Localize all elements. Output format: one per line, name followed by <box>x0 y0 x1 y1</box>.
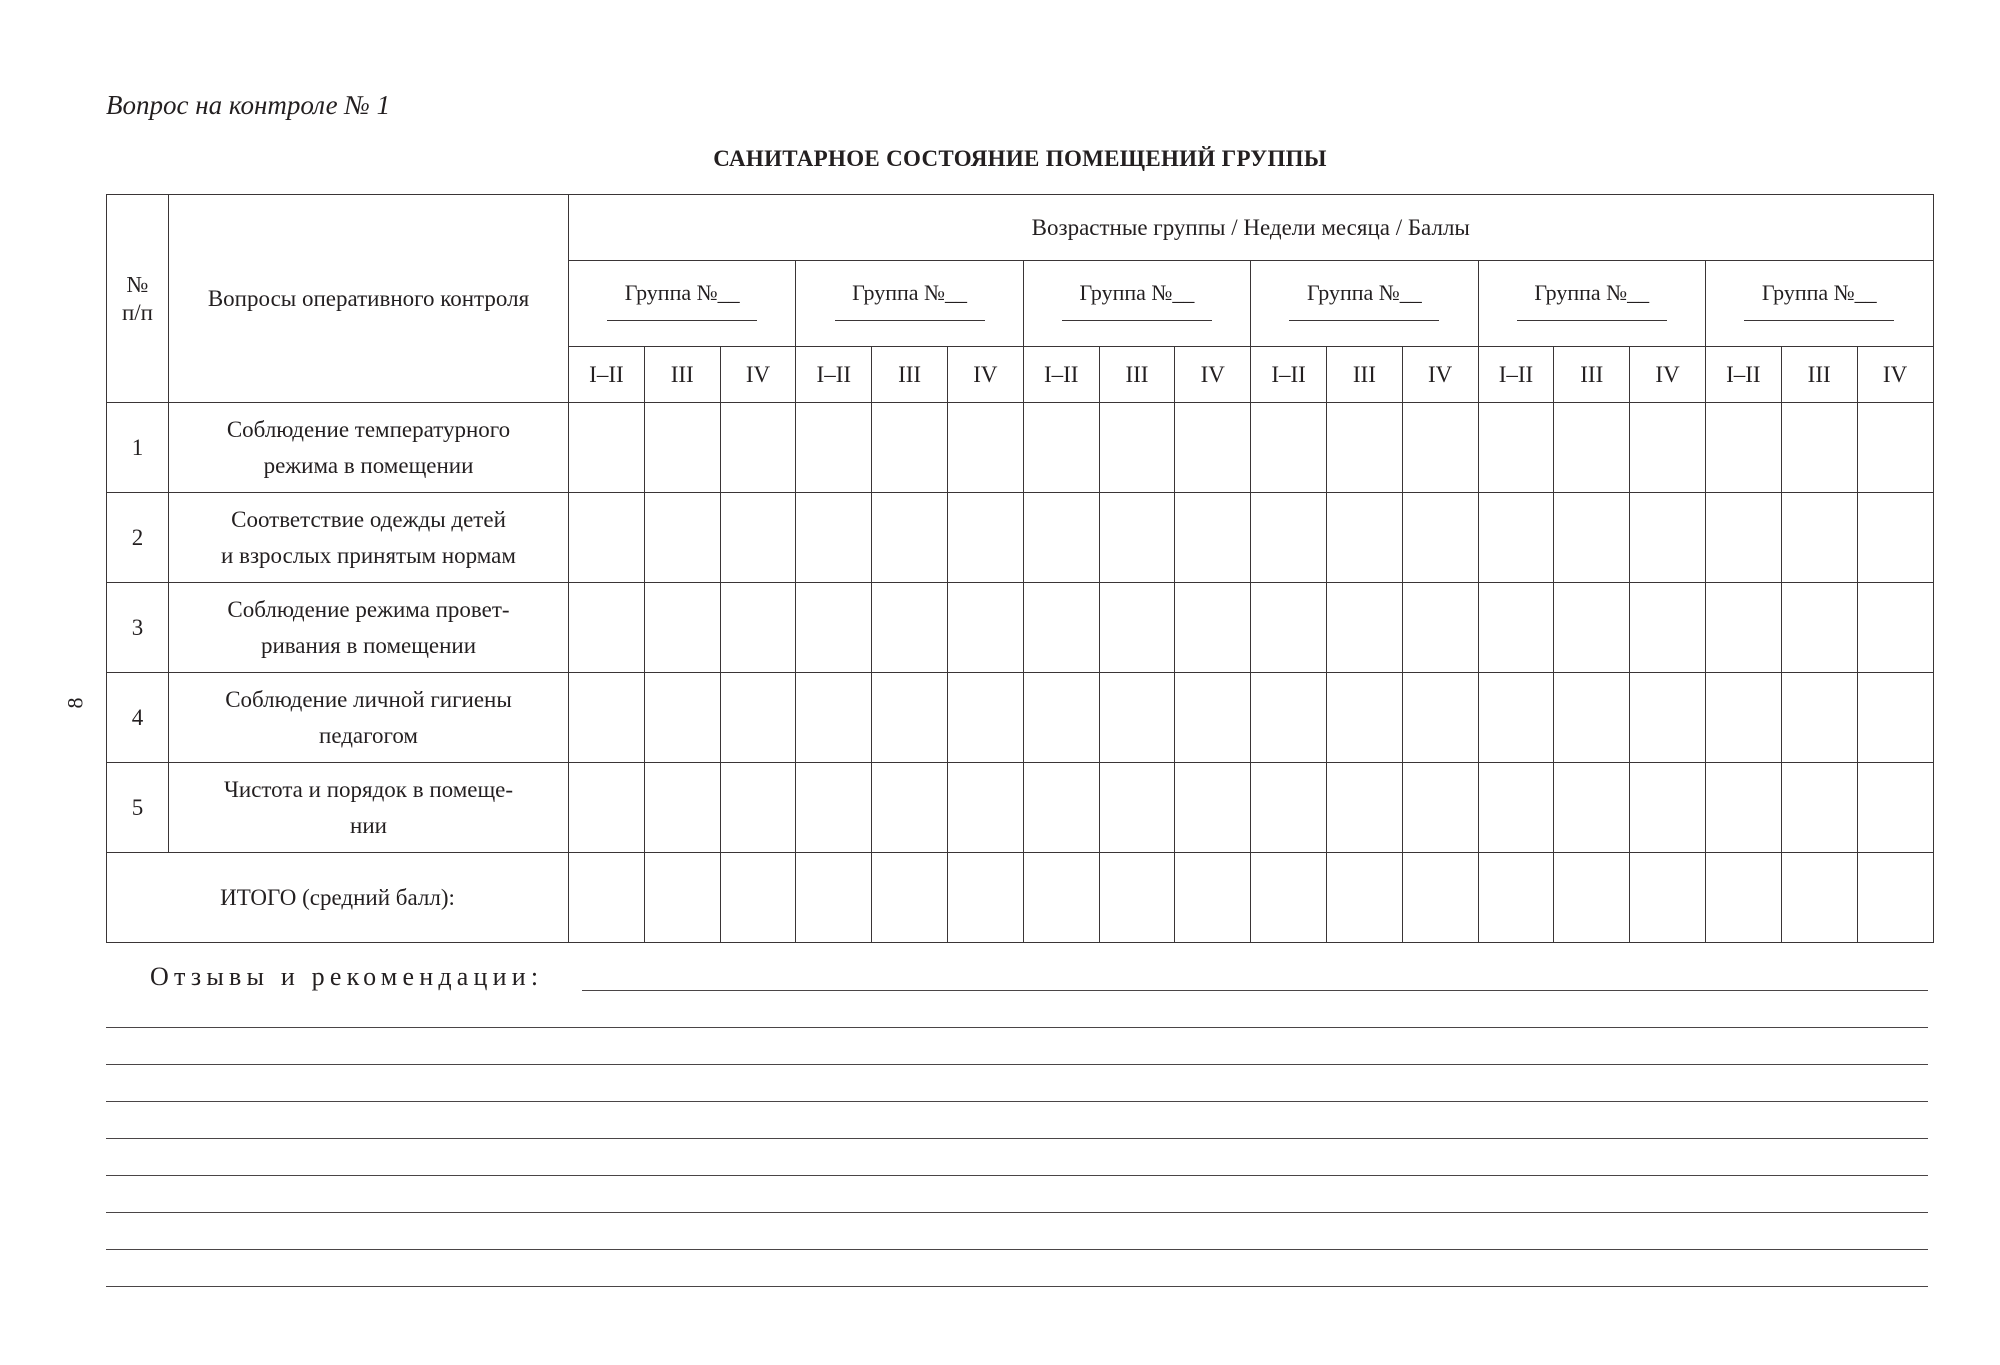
score-cell[interactable] <box>1099 763 1175 853</box>
total-score-cell[interactable] <box>1554 853 1630 943</box>
header-week-g1-w2: III <box>644 347 720 403</box>
score-cell[interactable] <box>1705 763 1781 853</box>
total-score-cell[interactable] <box>1251 853 1327 943</box>
table-row <box>107 673 1934 763</box>
score-cell[interactable] <box>1630 493 1706 583</box>
total-row <box>107 853 1934 943</box>
score-cell[interactable] <box>720 763 796 853</box>
score-cell[interactable] <box>1857 673 1933 763</box>
header-week-g1-w1: I–II <box>569 347 645 403</box>
score-cell[interactable] <box>1175 583 1251 673</box>
score-cell[interactable] <box>1630 763 1706 853</box>
score-cell[interactable] <box>644 673 720 763</box>
header-week-g1-w3: IV <box>720 347 796 403</box>
score-cell[interactable] <box>1478 403 1554 493</box>
row-question: Соблюдение режима провет- ривания в помещении <box>169 583 569 673</box>
score-cell[interactable] <box>1175 763 1251 853</box>
header-week-g5-w2: III <box>1554 347 1630 403</box>
group-underline[interactable] <box>1062 320 1212 321</box>
score-cell[interactable] <box>1630 403 1706 493</box>
header-week-g2-w3: IV <box>947 347 1023 403</box>
score-cell[interactable] <box>872 673 948 763</box>
header-number: № п/п <box>107 195 169 403</box>
header-week-g3-w1: I–II <box>1023 347 1099 403</box>
score-cell[interactable] <box>1705 493 1781 583</box>
row-question: Чистота и порядок в помеще- нии <box>169 763 569 853</box>
feedback-label: Отзывы и рекомендации: <box>150 962 544 991</box>
total-score-cell[interactable] <box>947 853 1023 943</box>
score-cell[interactable] <box>872 493 948 583</box>
score-cell[interactable] <box>1099 583 1175 673</box>
score-cell[interactable] <box>947 763 1023 853</box>
total-score-cell[interactable] <box>1402 853 1478 943</box>
page-subtitle: Вопрос на контроле № 1 <box>106 90 391 120</box>
page-title: САНИТАРНОЕ СОСТОЯНИЕ ПОМЕЩЕНИЙ ГРУППЫ <box>713 146 1327 171</box>
total-label: ИТОГО (средний балл): <box>107 853 569 943</box>
total-score-cell[interactable] <box>1857 853 1933 943</box>
header-week-g5-w3: IV <box>1630 347 1706 403</box>
score-cell[interactable] <box>947 493 1023 583</box>
score-cell[interactable] <box>1251 583 1327 673</box>
score-cell[interactable] <box>1251 673 1327 763</box>
score-cell[interactable] <box>1023 673 1099 763</box>
header-week-g4-w2: III <box>1326 347 1402 403</box>
row-number: 4 <box>107 673 169 763</box>
header-week-g2-w2: III <box>872 347 948 403</box>
feedback-line[interactable] <box>106 1138 1928 1139</box>
header-question: Вопросы оперативного контроля <box>169 195 569 403</box>
header-week-g2-w1: I–II <box>796 347 872 403</box>
score-cell[interactable] <box>569 583 645 673</box>
group-underline[interactable] <box>607 320 757 321</box>
header-group-5 <box>1478 261 1705 347</box>
score-cell[interactable] <box>1554 673 1630 763</box>
total-score-cell[interactable] <box>1630 853 1706 943</box>
table-row <box>107 403 1934 493</box>
header-week-g5-w1: I–II <box>1478 347 1554 403</box>
score-cell[interactable] <box>1099 403 1175 493</box>
score-cell[interactable] <box>796 493 872 583</box>
score-cell[interactable] <box>720 403 796 493</box>
group-label: Группа №__ <box>1306 280 1422 305</box>
total-score-cell[interactable] <box>569 853 645 943</box>
score-cell[interactable] <box>1175 673 1251 763</box>
feedback-line[interactable] <box>106 1212 1928 1213</box>
score-cell[interactable] <box>1326 403 1402 493</box>
score-cell[interactable] <box>1175 493 1251 583</box>
score-cell[interactable] <box>644 763 720 853</box>
header-week-g4-w3: IV <box>1402 347 1478 403</box>
score-cell[interactable] <box>1402 403 1478 493</box>
score-cell[interactable] <box>644 403 720 493</box>
header-age-groups: Возрастные группы / Недели месяца / Баллы <box>569 195 1934 261</box>
score-cell[interactable] <box>569 673 645 763</box>
score-cell[interactable] <box>1554 403 1630 493</box>
score-cell[interactable] <box>796 673 872 763</box>
score-cell[interactable] <box>1781 403 1857 493</box>
score-cell[interactable] <box>1857 583 1933 673</box>
header-group-2 <box>796 261 1023 347</box>
score-cell[interactable] <box>1402 583 1478 673</box>
total-score-cell[interactable] <box>644 853 720 943</box>
feedback-line[interactable] <box>106 1101 1928 1102</box>
score-cell[interactable] <box>796 583 872 673</box>
score-cell[interactable] <box>872 403 948 493</box>
score-cell[interactable] <box>1478 583 1554 673</box>
score-cell[interactable] <box>569 763 645 853</box>
table-row <box>107 583 1934 673</box>
score-cell[interactable] <box>1478 763 1554 853</box>
score-cell[interactable] <box>569 403 645 493</box>
table-row <box>107 763 1934 853</box>
total-score-cell[interactable] <box>1326 853 1402 943</box>
score-cell[interactable] <box>1857 493 1933 583</box>
total-score-cell[interactable] <box>1099 853 1175 943</box>
feedback-line[interactable] <box>106 1027 1928 1028</box>
feedback-line[interactable] <box>106 1286 1928 1287</box>
score-cell[interactable] <box>569 493 645 583</box>
score-cell[interactable] <box>1402 763 1478 853</box>
score-cell[interactable] <box>1705 403 1781 493</box>
feedback-line[interactable] <box>106 1249 1928 1250</box>
score-cell[interactable] <box>1251 763 1327 853</box>
score-cell[interactable] <box>872 763 948 853</box>
header-week-g6-w2: III <box>1781 347 1857 403</box>
score-cell[interactable] <box>796 403 872 493</box>
group-underline[interactable] <box>1517 320 1667 321</box>
score-cell[interactable] <box>1402 673 1478 763</box>
header-week-g3-w3: IV <box>1175 347 1251 403</box>
page-number: 8 <box>62 697 88 709</box>
score-cell[interactable] <box>1857 763 1933 853</box>
header-group-6 <box>1705 261 1933 347</box>
score-cell[interactable] <box>720 493 796 583</box>
row-number: 2 <box>107 493 169 583</box>
score-cell[interactable] <box>1781 583 1857 673</box>
total-score-cell[interactable] <box>1705 853 1781 943</box>
score-cell[interactable] <box>1478 493 1554 583</box>
score-cell[interactable] <box>644 583 720 673</box>
score-cell[interactable] <box>1326 673 1402 763</box>
header-group-3 <box>1023 261 1250 347</box>
score-cell[interactable] <box>1554 763 1630 853</box>
score-cell[interactable] <box>1326 493 1402 583</box>
group-label: Группа №__ <box>1534 280 1650 305</box>
group-underline[interactable] <box>1289 320 1439 321</box>
row-question: Соответствие одежды детей и взрослых принятым нормам <box>169 493 569 583</box>
row-number: 5 <box>107 763 169 853</box>
score-cell[interactable] <box>1630 673 1706 763</box>
total-score-cell[interactable] <box>1023 853 1099 943</box>
inspection-table <box>106 194 1934 943</box>
row-question: Соблюдение температурного режима в помещении <box>169 403 569 493</box>
score-cell[interactable] <box>1023 763 1099 853</box>
feedback-line[interactable] <box>106 1175 1928 1176</box>
score-cell[interactable] <box>1554 583 1630 673</box>
score-cell[interactable] <box>1705 673 1781 763</box>
group-underline[interactable] <box>1744 320 1894 321</box>
header-week-g4-w1: I–II <box>1251 347 1327 403</box>
total-score-cell[interactable] <box>1478 853 1554 943</box>
group-label: Группа №__ <box>624 280 740 305</box>
score-cell[interactable] <box>1175 403 1251 493</box>
total-score-cell[interactable] <box>720 853 796 943</box>
total-score-cell[interactable] <box>1781 853 1857 943</box>
group-label: Группа №__ <box>1761 280 1877 305</box>
score-cell[interactable] <box>872 583 948 673</box>
group-label: Группа №__ <box>1079 280 1195 305</box>
score-cell[interactable] <box>1781 673 1857 763</box>
total-score-cell[interactable] <box>1175 853 1251 943</box>
score-cell[interactable] <box>644 493 720 583</box>
table-row <box>107 493 1934 583</box>
score-cell[interactable] <box>1023 583 1099 673</box>
score-cell[interactable] <box>1326 583 1402 673</box>
total-score-cell[interactable] <box>872 853 948 943</box>
score-cell[interactable] <box>947 403 1023 493</box>
score-cell[interactable] <box>1402 493 1478 583</box>
score-cell[interactable] <box>796 763 872 853</box>
total-score-cell[interactable] <box>796 853 872 943</box>
score-cell[interactable] <box>1630 583 1706 673</box>
group-underline[interactable] <box>835 320 985 321</box>
score-cell[interactable] <box>720 583 796 673</box>
header-group-4 <box>1251 261 1478 347</box>
score-cell[interactable] <box>1705 583 1781 673</box>
score-cell[interactable] <box>1478 673 1554 763</box>
header-week-g3-w2: III <box>1099 347 1175 403</box>
feedback-line[interactable] <box>582 990 1928 991</box>
score-cell[interactable] <box>1251 403 1327 493</box>
score-cell[interactable] <box>947 583 1023 673</box>
header-week-g6-w1: I–II <box>1705 347 1781 403</box>
score-cell[interactable] <box>1554 493 1630 583</box>
score-cell[interactable] <box>1099 493 1175 583</box>
group-label: Группа №__ <box>852 280 968 305</box>
header-group-1 <box>569 261 796 347</box>
score-cell[interactable] <box>1251 493 1327 583</box>
table-body <box>107 403 1934 943</box>
score-cell[interactable] <box>1023 493 1099 583</box>
row-number: 1 <box>107 403 169 493</box>
row-number: 3 <box>107 583 169 673</box>
row-question: Соблюдение личной гигиены педагогом <box>169 673 569 763</box>
score-cell[interactable] <box>1326 763 1402 853</box>
score-cell[interactable] <box>1099 673 1175 763</box>
header-week-g6-w3: IV <box>1857 347 1933 403</box>
feedback-line[interactable] <box>106 1064 1928 1065</box>
score-cell[interactable] <box>1023 403 1099 493</box>
score-cell[interactable] <box>1781 763 1857 853</box>
score-cell[interactable] <box>720 673 796 763</box>
score-cell[interactable] <box>1857 403 1933 493</box>
score-cell[interactable] <box>947 673 1023 763</box>
score-cell[interactable] <box>1781 493 1857 583</box>
